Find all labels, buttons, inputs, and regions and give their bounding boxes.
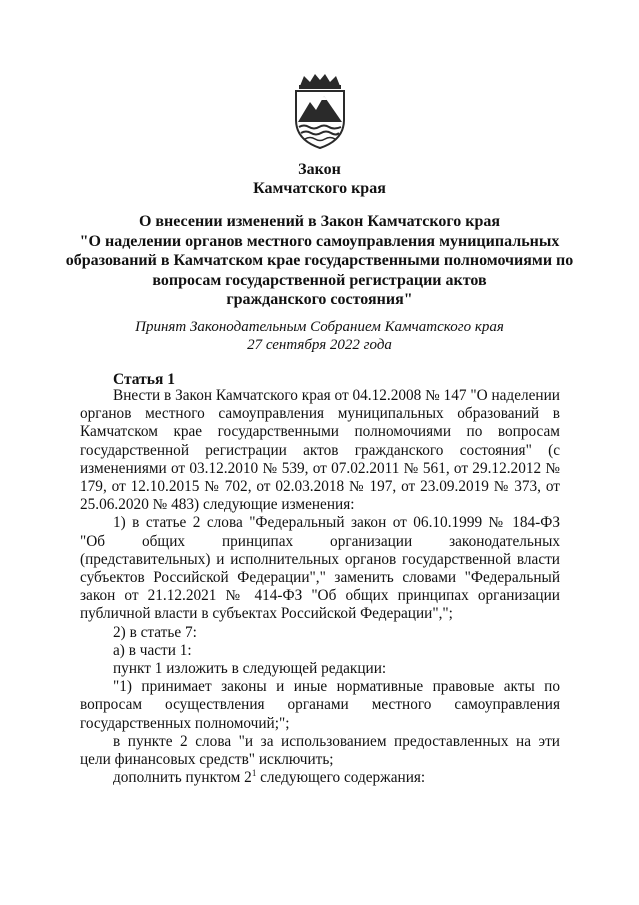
- article-body: [80, 387, 560, 787]
- amendment-point-1: пункт 1 изложить в следующей редакции:: [113, 660, 387, 678]
- superscript-number: 1: [251, 768, 257, 779]
- amendment-point-3-text: дополнить пунктом 2: [113, 769, 252, 787]
- amendment-point-2: в пункте 2 слова "и за использованием предоставленных на эти цели финансовых средств" исключить;: [80, 732, 560, 769]
- adoption-date: 27 сентября 2022 года: [247, 337, 392, 353]
- law-subtitle-line: гражданского состояния": [226, 291, 413, 308]
- article-intro: Внести в Закон Камчатского края от 04.12.2008 № 147 "О наделении органов местного самоуправления муниципальных образований в Камчатском крае государственными полномочиями по вопросам государственной регистрации актов гражданского состояния" (с изменениями от 03.12.2010 № 539, от 07.02.2011 № 561, от 29.12.2012 № 179, от 12.10.2015 № 702, от 02.03.2018 № 197, от 23.09.2019 № 373, от 25.06.2020 № 483) следующие изменения:: [80, 387, 560, 514]
- adoption-note: [60, 318, 579, 354]
- amendment-point-3: [80, 769, 560, 787]
- amendment-item-2: 2) в статье 7:: [113, 623, 197, 641]
- law-title: [60, 160, 579, 198]
- law-subtitle-line: О внесении изменений в Закон Камчатского края: [138, 213, 501, 230]
- amendment-point-3-tail: следующего содержания:: [256, 769, 426, 787]
- law-subtitle: [60, 212, 579, 310]
- law-title-line: Камчатского края: [253, 180, 386, 197]
- amendment-item-2a: а) в части 1:: [113, 641, 192, 659]
- amendment-item-1: 1) в статье 2 слова "Федеральный закон от 06.10.1999 № 184-ФЗ "Об общих принципах организации законодательных (представительных) и исполнительных органов государственной власти субъектов Российской Федерации"," заменить словами "Федеральный закон от 21.12.2021 № 414-ФЗ "Об общих принципах организации публичной власти в субъектах Российской Федерации",";: [80, 514, 560, 623]
- law-title-line: Закон: [298, 161, 341, 178]
- article-heading: Статья 1: [113, 371, 175, 388]
- law-subtitle-line: "О наделении органов местного самоуправления муниципальных: [79, 232, 560, 250]
- amendment-quote-1: "1) принимает законы и иные нормативные правовые акты по вопросам осуществления органами местного самоуправления государственных полномочий;";: [80, 678, 560, 732]
- adoption-note-line: Принят Законодательным Собранием Камчатского края: [135, 319, 504, 335]
- law-subtitle-line: вопросам государственной регистрации актов: [152, 271, 487, 289]
- law-subtitle-line: образований в Камчатском крае государственными полномочиями по: [65, 252, 574, 269]
- coat-of-arms-icon: [290, 72, 350, 150]
